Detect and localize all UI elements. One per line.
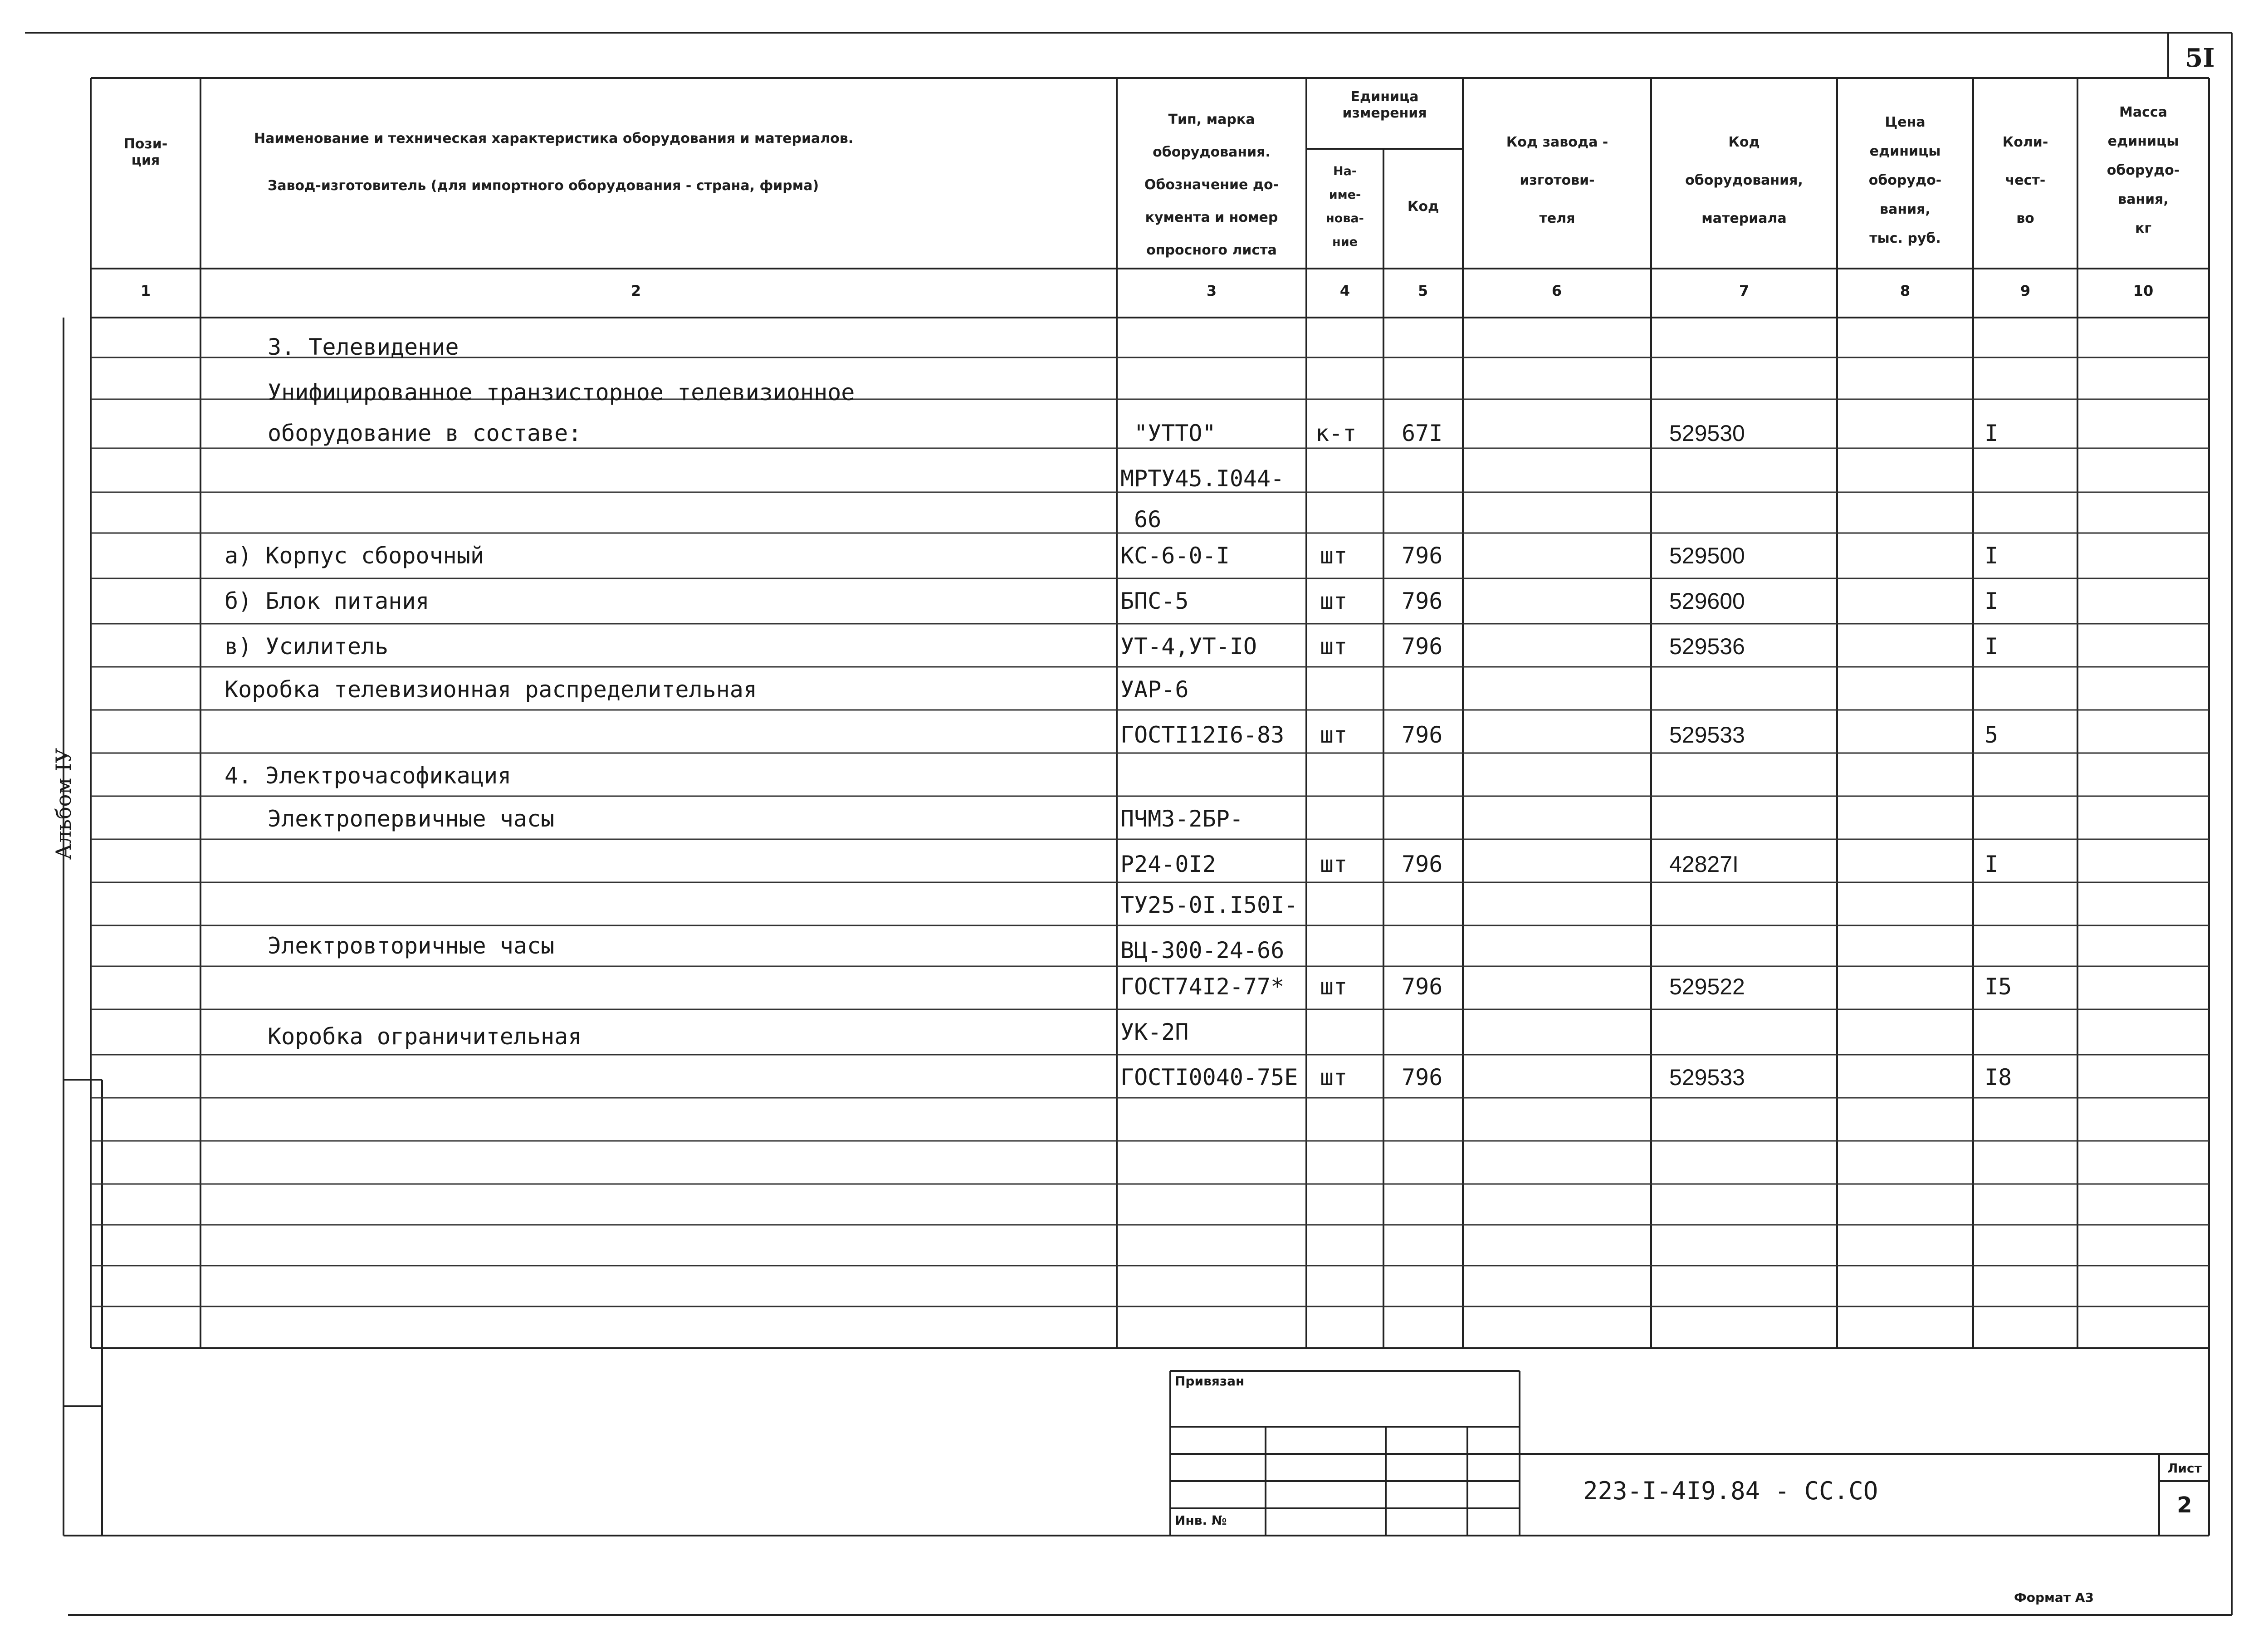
row-name: а) Корпус сборочный [225,543,484,569]
row-type: МРТУ45.I044- [1120,465,1285,492]
row-quantity: I [1984,851,1999,877]
header-quantity: Коли- чест- во [2002,134,2048,226]
row-unit-code: 796 [1402,974,1443,1000]
row-name: Коробка ограничительная [268,1023,582,1050]
row-unit: шт [1320,588,1348,614]
header-unit-group: Единица измерения [1342,89,1427,121]
row-unit-code: 796 [1402,722,1443,748]
header-name-line2: Завод-изготовитель (для импортного оборудования - страна, фирма) [268,178,819,194]
row-quantity: 5 [1984,722,1999,748]
row-unit: шт [1320,722,1348,748]
row-name: в) Усилитель [225,633,389,660]
row-name: Унифицированное транзисторное телевизионное [268,379,855,406]
col-number-9: 9 [2020,282,2031,299]
row-type: ГОСТ74I2-77* [1120,974,1285,1000]
row-unit: шт [1320,1064,1348,1091]
header-factory-code: Код завода - изготови- теля [1506,134,1608,226]
header-name-line1: Наименование и техническая характеристика оборудования и материалов. [254,131,854,147]
format-label: Формат А3 [2014,1590,2094,1605]
row-type: УАР-6 [1120,676,1189,703]
col-number-3: 3 [1206,282,1217,299]
header-type: Тип, марка оборудования. Обозначение до- кумента и номер опросного листа [1144,112,1279,258]
row-unit: к-т [1315,420,1357,446]
row-name: оборудование в составе: [268,420,582,446]
header-price: Цена единицы оборудо- вания, тыс. руб. [1868,114,1942,246]
row-quantity: I [1984,543,1999,569]
stamp-inventory-number: Инв. № [1175,1513,1227,1528]
row-quantity: I [1984,633,1999,660]
row-unit: шт [1320,974,1348,1000]
row-type: УТ-4,УТ-IO [1120,633,1257,660]
header-unit-code: Код [1407,199,1439,215]
row-name: б) Блок питания [225,588,430,614]
row-type: Р24-0I2 [1120,851,1216,877]
row-type: УК-2П [1120,1019,1189,1045]
row-type: ГОСТI0040-75Е [1120,1064,1298,1091]
header-position: Пози- ция [123,136,168,168]
stamp-list-label: Лист [2167,1461,2202,1476]
row-type: КС-6-0-I [1120,543,1230,569]
row-unit-code: 796 [1402,588,1443,614]
row-quantity: I5 [1984,974,2012,1000]
col-number-2: 2 [631,282,641,299]
col-number-4: 4 [1339,282,1350,299]
col-number-8: 8 [1900,282,1911,299]
row-quantity: I [1984,588,1999,614]
row-quantity: I [1984,420,1999,446]
album-label: Альбом IУ [51,748,76,860]
row-unit-code: 796 [1402,543,1443,569]
row-type: 66 [1134,506,1162,533]
row-type: БПС-5 [1120,588,1189,614]
row-name: 4. Электрочасофикация [225,763,512,789]
row-quantity: I8 [1984,1064,2012,1091]
col-number-10: 10 [2133,282,2154,299]
row-unit-code: 796 [1402,1064,1443,1091]
row-equipment-code: 529500 [1669,543,1745,568]
row-equipment-code: 42827I [1669,851,1739,877]
row-name: Электропервичные часы [268,806,555,832]
row-type: ГОСТI12I6-83 [1120,722,1285,748]
row-name: Коробка телевизионная распределительная [225,676,757,703]
col-number-6: 6 [1551,282,1562,299]
row-unit: шт [1320,633,1348,660]
col-number-1: 1 [140,282,151,299]
row-unit-code: 796 [1402,851,1443,877]
row-type: ТУ25-0I.I50I- [1120,892,1298,918]
header-equipment-code: Код оборудования, материала [1685,134,1803,226]
row-equipment-code: 529533 [1669,722,1745,748]
row-type: ПЧМ3-2БР- [1120,806,1243,832]
row-type: ВЦ-300-24-66 [1120,937,1285,964]
document-code: 223-I-4I9.84 - СС.СО [1583,1477,1878,1505]
row-type: "УТТО" [1134,420,1216,446]
col-number-5: 5 [1418,282,1428,299]
header-unit-name: На- име- нова- ние [1326,164,1364,249]
header-mass: Масса единицы оборудо- вания, кг [2107,104,2180,236]
row-name: 3. Телевидение [268,334,459,360]
row-equipment-code: 529600 [1669,588,1745,614]
sheet-number: 5I [2185,43,2215,73]
stamp-privyazan: Привязан [1175,1374,1245,1389]
row-equipment-code: 529536 [1669,634,1745,659]
row-unit: шт [1320,543,1348,569]
row-equipment-code: 529530 [1669,421,1745,446]
row-unit-code: 67I [1402,420,1443,446]
stamp-list-number: 2 [2177,1492,2192,1518]
row-unit: шт [1320,851,1348,877]
row-equipment-code: 529522 [1669,974,1745,999]
row-name: Электровторичные часы [268,933,555,959]
col-number-7: 7 [1739,282,1750,299]
row-equipment-code: 529533 [1669,1065,1745,1090]
row-unit-code: 796 [1402,633,1443,660]
